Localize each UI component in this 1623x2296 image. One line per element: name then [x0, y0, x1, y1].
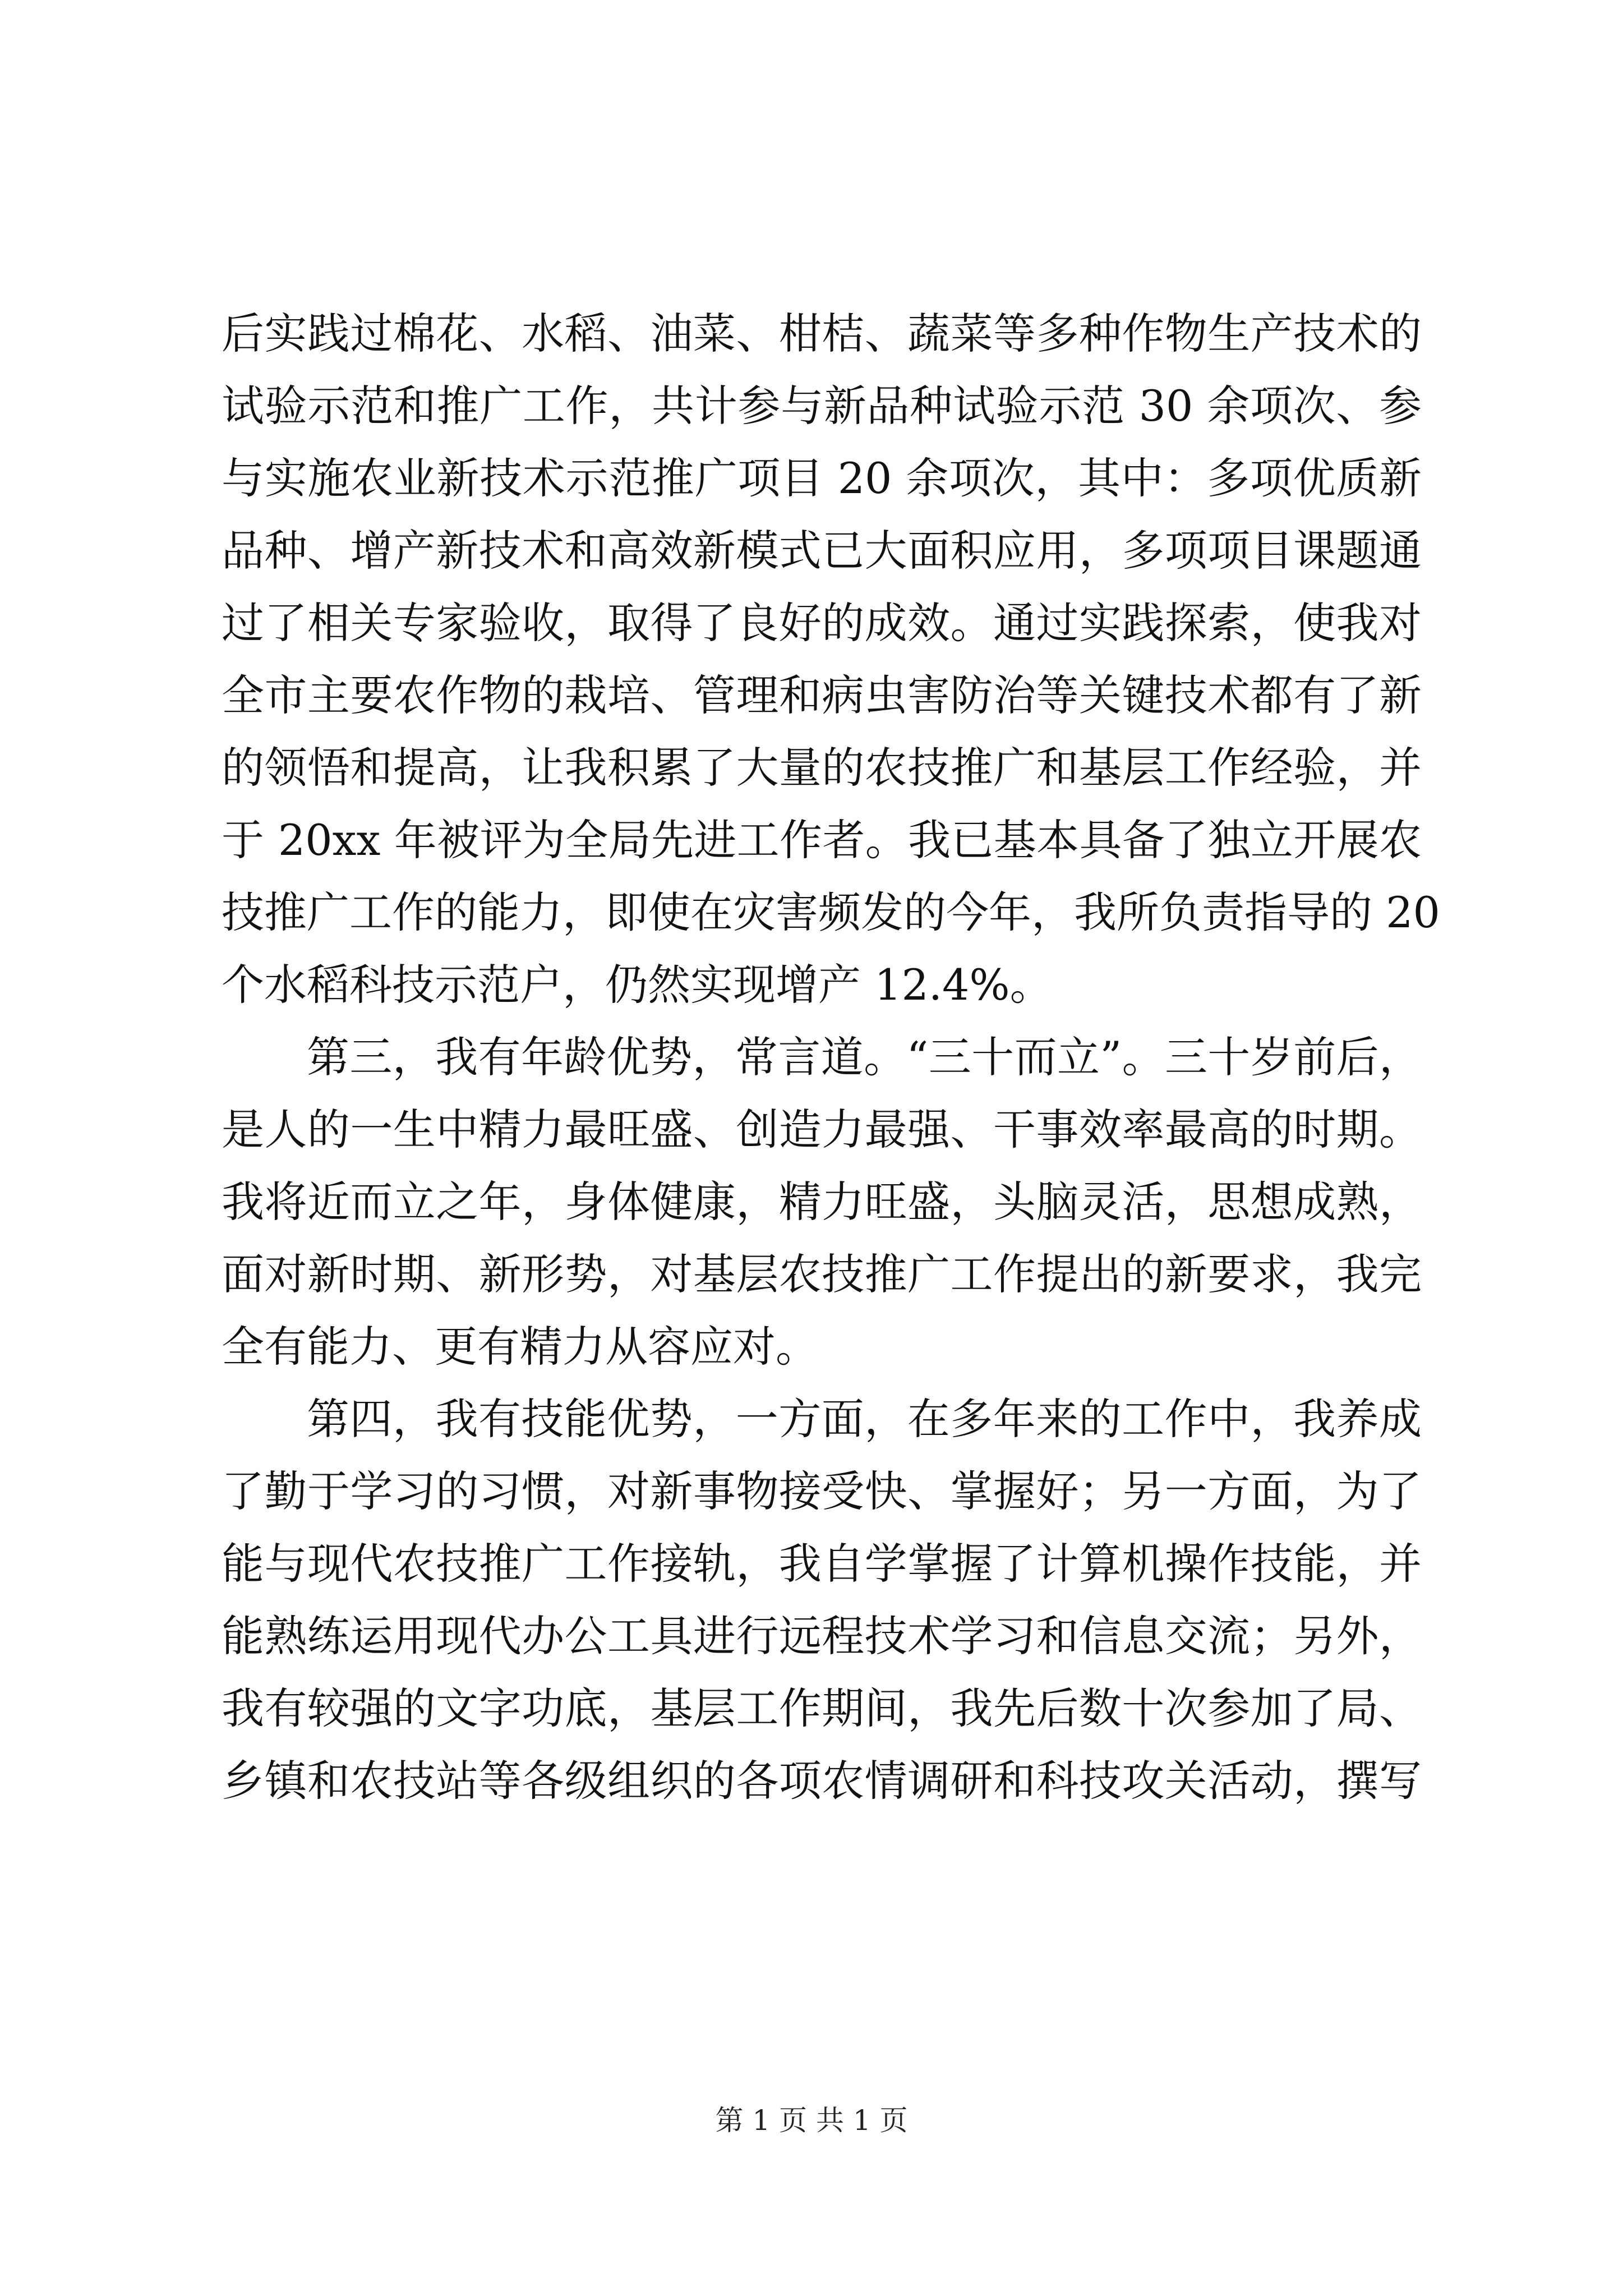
text-line: 我将近而立之年，身体健康，精力旺盛，头脑灵活，思想成熟， — [222, 1177, 1422, 1227]
text-line: 我有较强的文字功底，基层工作期间，我先后数十次参加了局、 — [222, 1683, 1422, 1733]
text-line: 是人的一生中精力最旺盛、创造力最强、干事效率最高的时期。 — [222, 1105, 1422, 1154]
text-line: 了勤于学习的习惯，对新事物接受快、掌握好；另一方面，为了 — [222, 1466, 1422, 1516]
text-line: 个水稻科技示范户，仍然实现增产 12.4%。 — [222, 960, 1053, 1010]
text-line: 能熟练运用现代办公工具进行远程技术学习和信息交流；另外， — [222, 1611, 1422, 1661]
text-line: 过了相关专家验收，取得了良好的成效。通过实践探索，使我对 — [222, 598, 1422, 648]
text-line: 与实施农业新技术示范推广项目 20 余项次，其中：多项优质新 — [222, 453, 1422, 503]
text-line: 试验示范和推广工作，共计参与新品种试验示范 30 余项次、参 — [222, 381, 1422, 431]
text-line: 品种、增产新技术和高效新模式已大面积应用，多项项目课题通 — [222, 526, 1422, 576]
text-line: 能与现代农技推广工作接轨，我自学掌握了计算机操作技能，并 — [222, 1539, 1422, 1589]
text-line: 面对新时期、新形势，对基层农技推广工作提出的新要求，我完 — [222, 1249, 1422, 1299]
paragraph-start-line: 第四，我有技能优势，一方面，在多年来的工作中，我养成 — [307, 1394, 1422, 1444]
body-text — [222, 297, 1440, 1817]
text-line: 技推广工作的能力，即使在灾害频发的今年，我所负责指导的 20 — [222, 887, 1440, 937]
paragraph-start-line: 第三，我有年龄优势，常言道。“三十而立”。三十岁前后， — [307, 1032, 1422, 1082]
text-line: 后实践过棉花、水稻、油菜、柑桔、蔬菜等多种作物生产技术的 — [222, 309, 1422, 358]
text-line: 全有能力、更有精力从容应对。 — [222, 1322, 818, 1372]
text-line: 于 20xx 年被评为全局先进工作者。我已基本具备了独立开展农 — [222, 815, 1422, 865]
page-footer: 第 1 页 共 1 页 — [715, 2104, 908, 2137]
text-line: 的领悟和提高，让我积累了大量的农技推广和基层工作经验，并 — [222, 743, 1422, 793]
text-line: 乡镇和农技站等各级组织的各项农情调研和科技攻关活动，撰写 — [222, 1756, 1422, 1806]
text-line: 全市主要农作物的栽培、管理和病虫害防治等关键技术都有了新 — [222, 670, 1422, 720]
